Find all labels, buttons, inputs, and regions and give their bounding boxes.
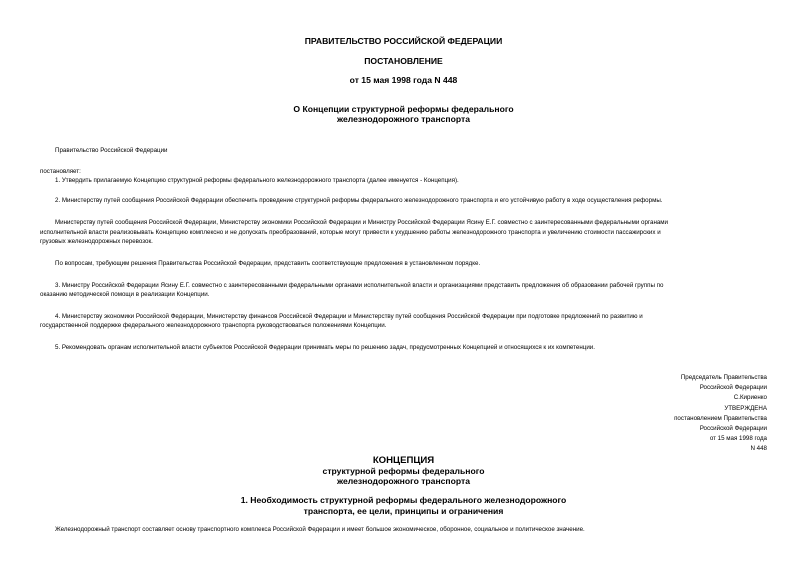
preamble-text: Правительство Российской Федерации [55, 147, 168, 154]
item-2: 2. Министерству путей сообщения Российской Федерации обеспечить проведение структурной реформы федерального железнодорожного транспорта и его устойчивую работу в ходе осуществления реформы. [55, 197, 663, 204]
title-line-1: О Концепции структурной реформы федерального [293, 104, 514, 114]
item-1: 1. Утвердить прилагаемую Концепцию структурной реформы федерального железнодорожного транспорта (далее именуется - Концепция). [55, 177, 459, 184]
concept-subtitle-2: железнодорожного транспорта [337, 476, 470, 486]
approved-by: постановлением Правительства [674, 415, 767, 422]
date-number-heading: от 15 мая 1998 года N 448 [349, 75, 458, 85]
ministries-para-line-1: Министерству путей сообщения Российской Федерации, Министерству экономики Российской Федерации и Министру Российской Федерации Ясину Е.Г. совместно с заинтересованными федеральными органами [55, 219, 669, 226]
decree-word: постановляет: [40, 168, 81, 175]
section-1-heading-line-1: 1. Необходимость структурной реформы федерального железнодорожного [240, 495, 567, 505]
approved-stamp: УТВЕРЖДЕНА [724, 405, 767, 412]
item-4-line-2: государственной поддержке федерального железнодорожного транспорта руководствоваться положениями Концепции. [40, 322, 387, 329]
item-4-line-1: 4. Министерству экономики Российской Федерации, Министерству финансов Российской Федерации и Министерству путей сообщения Российской Федерации при подготовке предложений по развитию и [55, 313, 643, 320]
signature-position: Председатель Правительства [680, 374, 767, 381]
ministries-para-line-3: грузовых железнодорожных перевозок. [40, 238, 153, 245]
questions-para: По вопросам, требующим решения Правительства Российской Федерации, представить соответствующие предложения в установленном порядке. [55, 260, 481, 267]
title-line-2: железнодорожного транспорта [337, 114, 470, 124]
signature-country: Российской Федерации [699, 384, 767, 391]
document-type-heading: ПОСТАНОВЛЕНИЕ [364, 56, 443, 66]
signature-name: С.Кириенко [733, 394, 767, 401]
concept-subtitle-1: структурной реформы федерального [322, 466, 485, 476]
government-heading: ПРАВИТЕЛЬСТВО РОССИЙСКОЙ ФЕДЕРАЦИИ [304, 36, 503, 46]
approved-date: от 15 мая 1998 года [709, 435, 767, 442]
item-5: 5. Рекомендовать органам исполнительной власти субъектов Российской Федерации принимать меры по решению задач, предусмотренных Концепцией и относящихся к их компетенции. [55, 344, 595, 351]
approved-rf: Российской Федерации [699, 425, 767, 432]
item-3-line-1: 3. Министру Российской Федерации Ясину Е.Г. совместно с заинтересованными федеральными органами исполнительной власти и организациями представить предложения об образовании рабочей группы по [55, 282, 664, 289]
item-3-line-2: оказанию методической помощи в реализации Концепции. [40, 291, 210, 298]
concept-title: КОНЦЕПЦИЯ [372, 455, 435, 466]
ministries-para-line-2: исполнительной власти реализовывать Концепцию комплексно и не допускать преобразований, которые могут привести к ухудшению работы железнодорожного транспорта и увеличению стоимости пассажирских и [40, 229, 661, 236]
section-1-paragraph: Железнодорожный транспорт составляет основу транспортного комплекса Российской Федерации и имеет большое экономическое, оборонное, социальное и политическое значение. [55, 526, 585, 533]
approved-number: N 448 [750, 445, 767, 452]
section-1-heading-line-2: транспорта, ее цели, принципы и ограничения [303, 506, 504, 516]
